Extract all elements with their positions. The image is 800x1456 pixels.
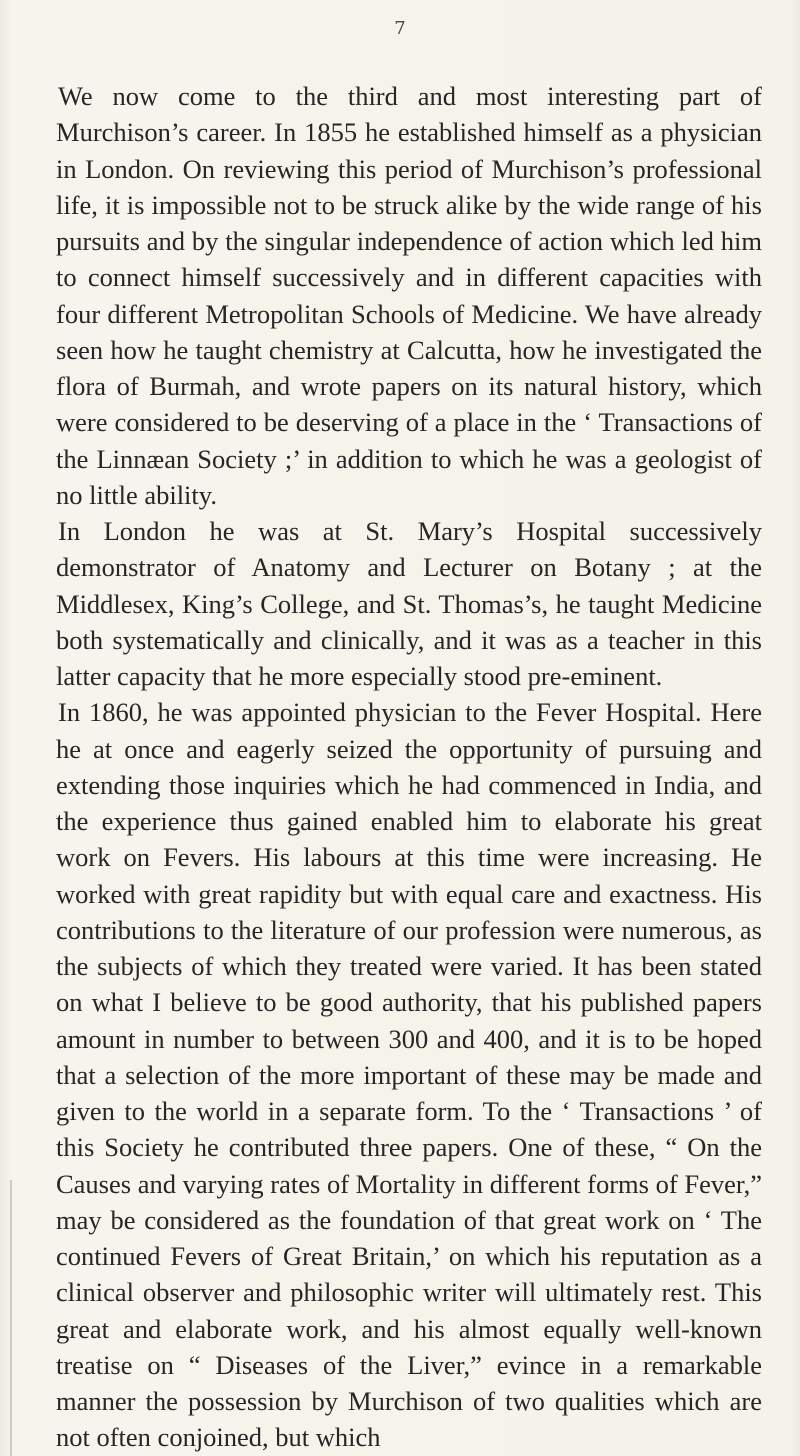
page-number: 7: [394, 18, 406, 39]
paragraph: In 1860, he was appointed physician to the Fever Hospital. Here he at once and eagerly seized the opportunity of pursuing and extending those inquiries which he had commenced in India, and the experience thus gained enabled him to elaborate his great work on Fevers. His labours at this time were increasing. He worked with great rapidity but with equal care and exactness. His contributions to the literature of our profession were numerous, as the subjects of which they treated were varied. It has been stated on what I believe to be good authority, that his published papers amount in number to between 300 and 400, and it is to be hoped that a selection of the more important of these may be made and given to the world in a separate form. To the ‘ Transactions ’ of this Society he contributed three papers. One of these, “ On the Causes and varying rates of Mortality in different forms of Fever,” may be considered as the foundation of that great work on ‘ The continued Fevers of Great Britain,’ on which his reputation as a clinical observer and philosophic writer will ultimately rest. This great and elaborate work, and his almost equally well-known treatise on “ Diseases of the Liver,” evince in a remarkable manner the possession by Murchison of two qualities which are not often conjoined, but which: [56, 697, 762, 1453]
body-text: [56, 78, 762, 1456]
paragraph: We now come to the third and most interesting part of Murchison’s career. In 1855 he established himself as a physician in London. On reviewing this period of Murchison’s professional life, it is impossible not to be struck alike by the wide range of his pursuits and by the singular independence of action which led him to connect himself successively and in different capacities with four different Metropolitan Schools of Medicine. We have already seen how he taught chemistry at Calcutta, how he investigated the flora of Burmah, and wrote papers on its natural history, which were considered to be deserving of a place in the ‘ Transactions of the Linnæan Society ;’ in addition to which he was a geologist of no little ability.: [56, 81, 762, 510]
page-edge-line: [10, 1180, 12, 1456]
paragraph: In London he was at St. Mary’s Hospital successively demonstrator of Anatomy and Lecturer on Botany ; at the Middlesex, King’s College, and St. Thomas’s, he taught Medicine both systematically and clinically, and it was as a teacher in this latter capacity that he more especially stood pre-eminent.: [56, 516, 762, 691]
